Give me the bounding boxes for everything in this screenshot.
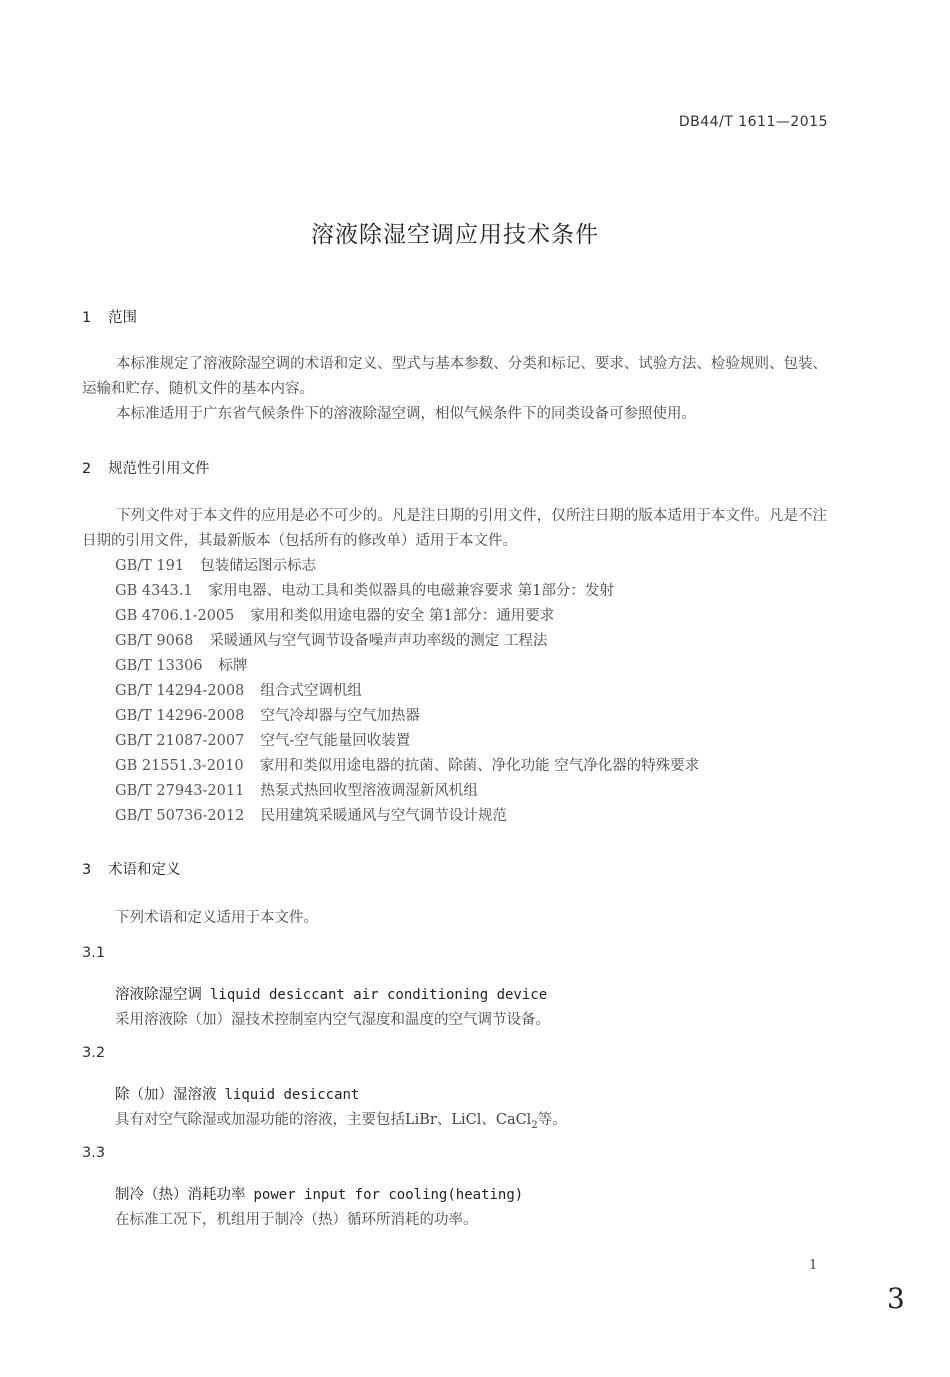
reference-item bbox=[115, 554, 699, 579]
reference-name: 家用电器、电动工具和类似器具的电磁兼容要求 第1部分：发射 bbox=[208, 583, 614, 599]
reference-name: 家用和类似用途电器的抗菌、除菌、净化功能 空气净化器的特殊要求 bbox=[259, 758, 700, 774]
subscript: 2 bbox=[531, 1119, 538, 1131]
section-number: 1 bbox=[82, 310, 92, 326]
term-number: 3.1 bbox=[82, 945, 106, 961]
section-1-heading bbox=[82, 306, 137, 327]
definition-text-end: 等。 bbox=[537, 1112, 567, 1128]
reference-name: 标牌 bbox=[218, 658, 248, 674]
reference-name: 家用和类似用途电器的安全 第1部分：通用要求 bbox=[250, 608, 555, 624]
reference-list bbox=[115, 554, 699, 829]
reference-code: GB/T 9068 bbox=[115, 633, 194, 649]
reference-code: GB/T 27943-2011 bbox=[115, 783, 245, 799]
reference-item bbox=[115, 779, 699, 804]
scope-paragraph-1: 本标准规定了溶液除湿空调的术语和定义、型式与基本参数、分类和标记、要求、试验方法、检验规则、包装、运输和贮存、随机文件的基本内容。 bbox=[82, 356, 827, 397]
reference-name: 包装储运图示标志 bbox=[200, 558, 317, 574]
section-title: 范围 bbox=[108, 310, 137, 326]
reference-name: 空气冷却器与空气加热器 bbox=[260, 708, 420, 724]
reference-code: GB/T 50736-2012 bbox=[115, 808, 245, 824]
standard-code: DB44/T 1611—2015 bbox=[678, 114, 828, 130]
reference-item bbox=[115, 804, 699, 829]
term-definition: 采用溶液除（加）湿技术控制室内空气湿度和温度的空气调节设备。 bbox=[115, 1012, 550, 1028]
reference-item bbox=[115, 579, 699, 604]
reference-item bbox=[115, 679, 699, 704]
term-number: 3.3 bbox=[82, 1145, 106, 1161]
term-chinese: 制冷（热）消耗功率 bbox=[115, 1187, 246, 1203]
term-english: liquid desiccant bbox=[224, 1087, 360, 1103]
section-2-heading bbox=[82, 457, 210, 478]
term-entry bbox=[115, 983, 547, 1004]
term-entry bbox=[115, 1083, 359, 1104]
term-entry bbox=[115, 1183, 523, 1204]
section-3-heading bbox=[82, 858, 181, 879]
section-number: 3 bbox=[82, 862, 92, 878]
reference-item bbox=[115, 729, 699, 754]
reference-name: 采暖通风与空气调节设备噪声声功率级的测定 工程法 bbox=[209, 633, 548, 649]
term-number: 3.2 bbox=[82, 1045, 106, 1061]
term-english: liquid desiccant air conditioning device bbox=[210, 987, 548, 1003]
reference-item bbox=[115, 704, 699, 729]
reference-item bbox=[115, 629, 699, 654]
reference-code: GB/T 14294-2008 bbox=[115, 683, 245, 699]
term-chinese: 溶液除湿空调 bbox=[115, 987, 202, 1003]
reference-name: 热泵式热回收型溶液调湿新风机组 bbox=[260, 783, 478, 799]
reference-name: 民用建筑采暖通风与空气调节设计规范 bbox=[260, 808, 507, 824]
term-definition: 在标准工况下，机组用于制冷（热）循环所消耗的功率。 bbox=[115, 1212, 478, 1228]
reference-item bbox=[115, 604, 699, 629]
reference-name: 空气-空气能量回收装置 bbox=[260, 733, 411, 749]
term-chinese: 除（加）湿溶液 bbox=[115, 1087, 217, 1103]
reference-item bbox=[115, 654, 699, 679]
scope-paragraph-2: 本标准适用于广东省气候条件下的溶液除湿空调，相似气候条件下的同类设备可参照使用。 bbox=[116, 406, 696, 422]
section-number: 2 bbox=[82, 461, 92, 477]
reference-item bbox=[115, 754, 699, 779]
reference-code: GB/T 14296-2008 bbox=[115, 708, 245, 724]
reference-code: GB/T 191 bbox=[115, 558, 185, 574]
term-definition bbox=[115, 1108, 567, 1131]
reference-code: GB/T 21087-2007 bbox=[115, 733, 245, 749]
document-title: 溶液除湿空调应用技术条件 bbox=[311, 222, 599, 248]
terms-intro: 下列术语和定义适用于本文件。 bbox=[115, 910, 318, 926]
reference-code: GB 4343.1 bbox=[115, 583, 193, 599]
reference-code: GB/T 13306 bbox=[115, 658, 203, 674]
section-title: 术语和定义 bbox=[108, 862, 181, 878]
definition-text: 具有对空气除湿或加湿功能的溶液，主要包括LiBr、LiCl、CaCl bbox=[115, 1112, 532, 1128]
reference-code: GB 4706.1-2005 bbox=[115, 608, 235, 624]
section-title: 规范性引用文件 bbox=[108, 461, 210, 477]
reference-name: 组合式空调机组 bbox=[260, 683, 362, 699]
page-number: 1 bbox=[809, 1258, 818, 1273]
reference-code: GB 21551.3-2010 bbox=[115, 758, 244, 774]
corner-number: 3 bbox=[887, 1282, 905, 1315]
references-intro: 下列文件对于本文件的应用是必不可少的。凡是注日期的引用文件，仅所注日期的版本适用于本文件。凡是不注日期的引用文件，其最新版本（包括所有的修改单）适用于本文件。 bbox=[82, 508, 827, 549]
term-english: power input for cooling(heating) bbox=[253, 1187, 524, 1203]
